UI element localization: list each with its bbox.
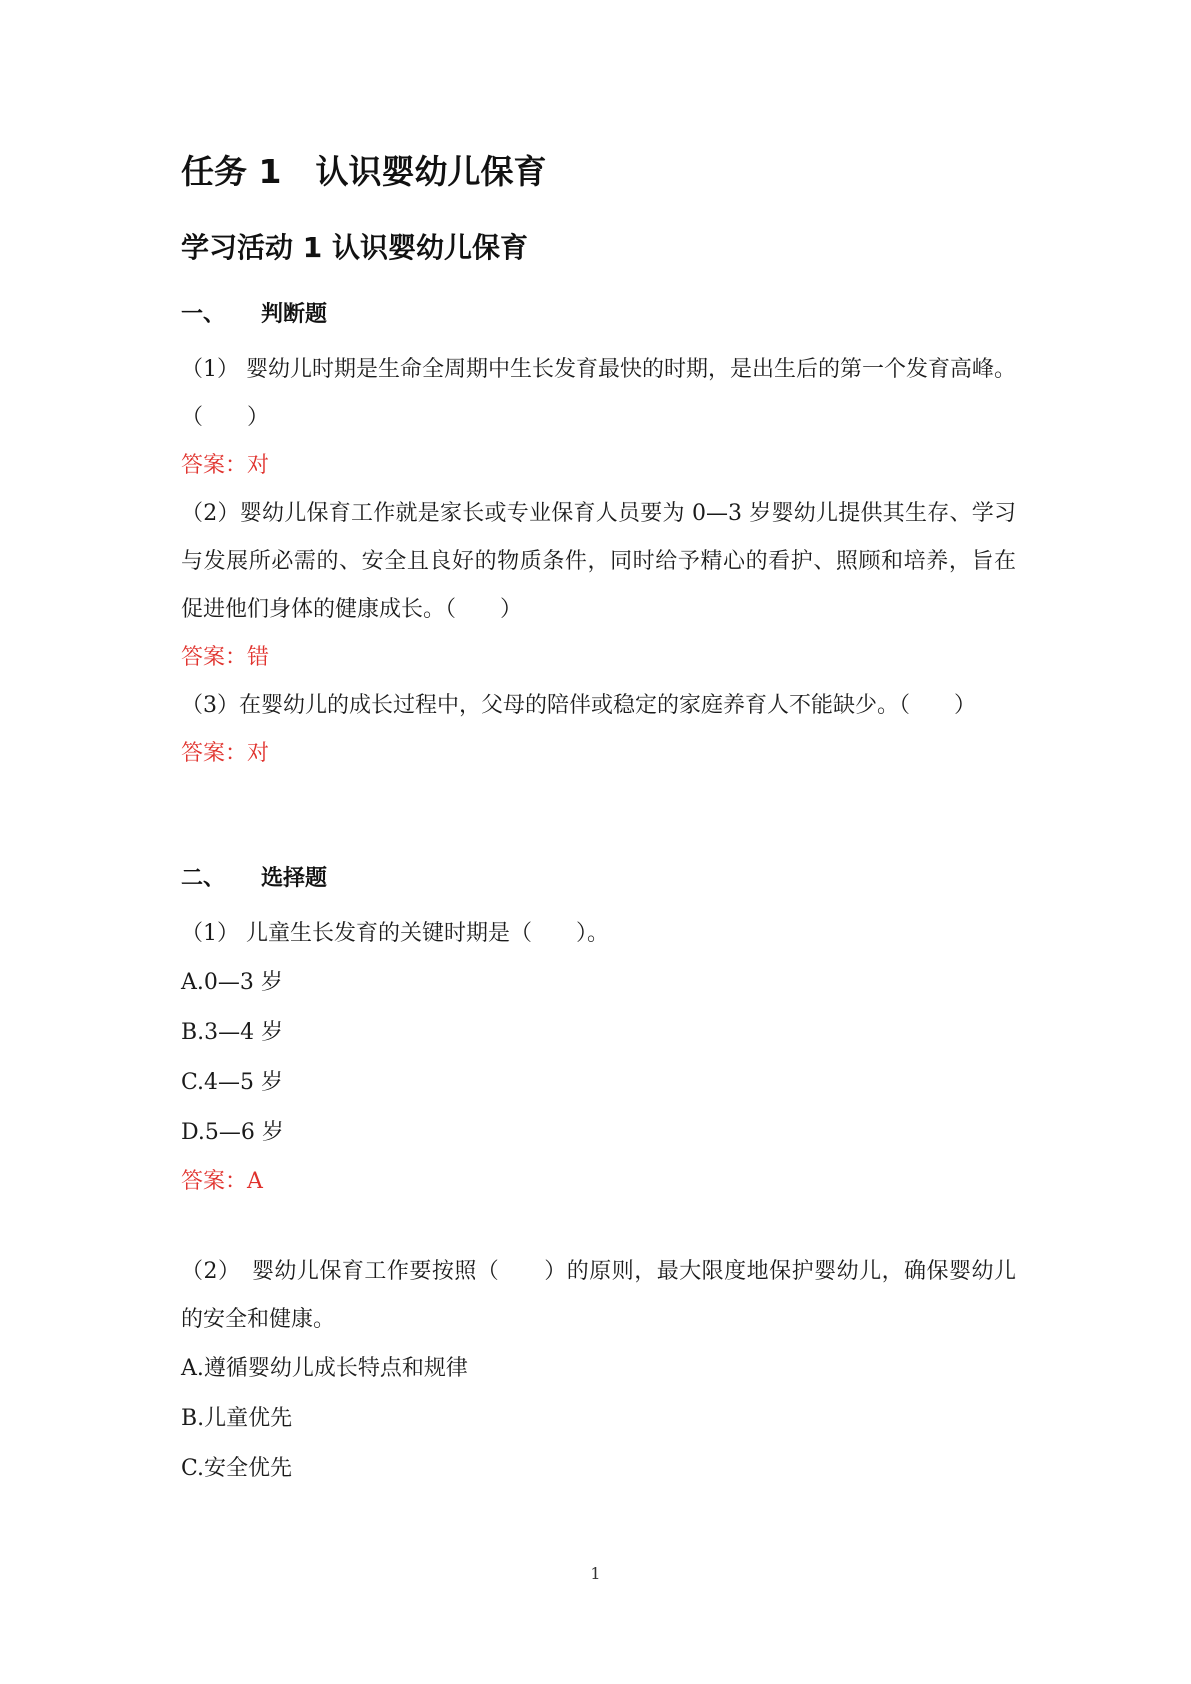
task-title xyxy=(181,150,1016,194)
section-title: 判断题 xyxy=(261,302,328,327)
spacer xyxy=(181,1206,1016,1248)
option-item: A.0—3 岁 xyxy=(181,970,283,995)
section-mark: 二、 xyxy=(181,866,226,891)
section-title: 选择题 xyxy=(261,866,328,891)
option-item: B.儿童优先 xyxy=(181,1406,293,1431)
answer-text: 答案：对 xyxy=(181,453,270,478)
activity-title: 学习活动 1 认识婴幼儿保育 xyxy=(181,231,528,264)
question-text: （1） 儿童生长发育的关键时期是（ ）。 xyxy=(181,921,609,946)
spacer xyxy=(181,778,1016,832)
task-title-text: 认识婴幼儿保育 xyxy=(315,152,547,191)
option-item: C.4—5 岁 xyxy=(181,1070,284,1095)
option-item: C.安全优先 xyxy=(181,1456,293,1481)
section-heading-true-false xyxy=(181,298,1016,332)
question-text: （2）婴幼儿保育工作就是家长或专业保育人员要为 0—3 岁婴幼儿提供其生存、学习与发展所必需的、安全且良好的物质条件，同时给予精心的看护、照顾和培养，旨在促进他们身体的健康成长。（ ） xyxy=(181,501,1016,622)
option-item: B.3—4 岁 xyxy=(181,1020,284,1045)
page-content xyxy=(181,150,1016,1494)
question-text: （3）在婴幼儿的成长过程中，父母的陪伴或稳定的家庭养育人不能缺少。（ ） xyxy=(181,693,976,718)
section-mark: 一、 xyxy=(181,302,226,327)
option-item: D.5—6 岁 xyxy=(181,1120,284,1145)
question-text: （1） 婴幼儿时期是生命全周期中生长发育最快的时期，是出生后的第一个发育高峰。（ ） xyxy=(181,357,1016,430)
option-item: A.遵循婴幼儿成长特点和规律 xyxy=(181,1356,468,1381)
answer-text: 答案：对 xyxy=(181,741,270,766)
question-text: （2） 婴幼儿保育工作要按照（ ）的原则，最大限度地保护婴幼儿，确保婴幼儿的安全和健康。 xyxy=(181,1259,1016,1332)
answer-text: 答案：错 xyxy=(181,645,270,670)
task-number: 任务 1 xyxy=(181,152,282,191)
section-heading-multiple-choice xyxy=(181,862,1016,896)
answer-text: 答案：A xyxy=(181,1169,263,1194)
page-number: 1 xyxy=(590,1564,601,1583)
